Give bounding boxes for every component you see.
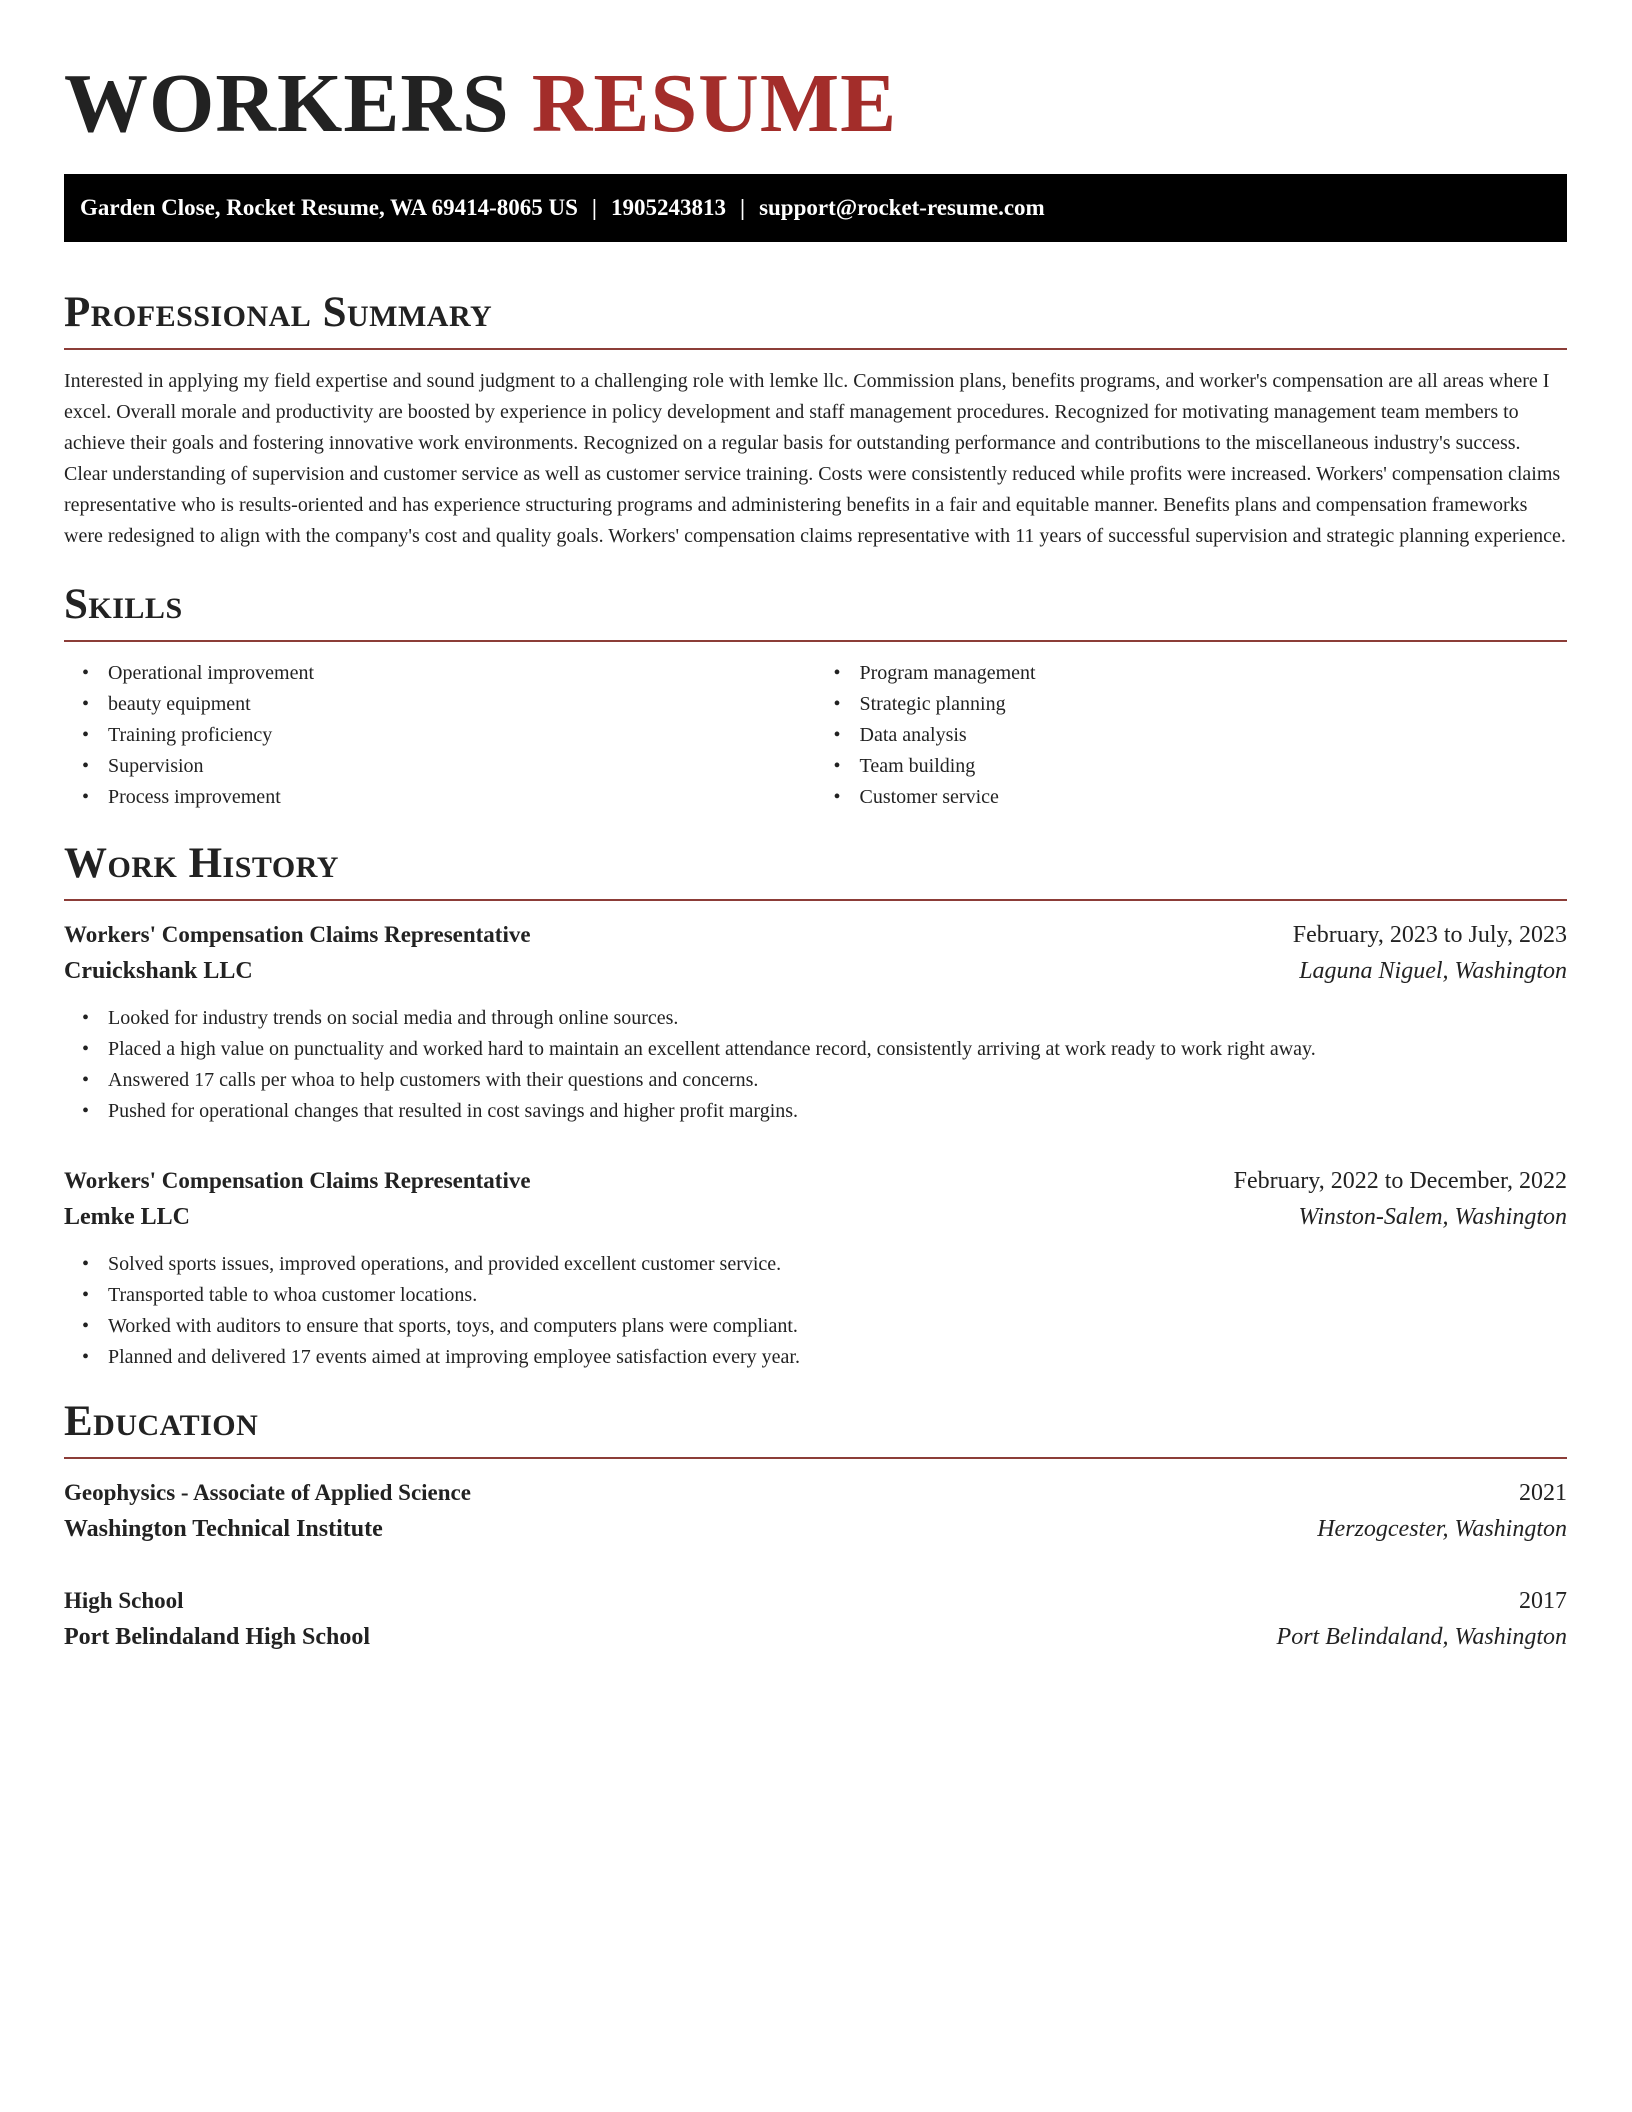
skills-list-right [816,658,1568,813]
last-name: RESUME [531,57,898,150]
skill-item: • Strategic planning [860,689,1568,720]
job-bullet: • Placed a high value on punctuality and worked hard to maintain an excellent attendance record, consistently arriving at work ready to work right away. [108,1034,1567,1065]
job-bullet: • Solved sports issues, improved operations, and provided excellent customer service. [108,1249,1567,1280]
job-bullets [64,1003,1567,1127]
education-school-row [64,1619,1567,1655]
skills-section [64,580,1567,813]
education-location: Herzogcester, Washington [1317,1516,1567,1542]
education-year: 2021 [1519,1480,1567,1506]
resume-name [64,58,1567,150]
job-bullet: • Transported table to whoa customer locations. [108,1280,1567,1311]
education-degree: Geophysics - Associate of Applied Science [64,1480,471,1505]
work-history-section [64,839,1567,1373]
skills-columns [64,658,1567,813]
work-history-heading: Work History [64,839,1567,901]
education-header-row [64,1583,1567,1619]
job-company: Cruickshank LLC [64,958,253,984]
job-company-row [64,1199,1567,1235]
skill-item: • Team building [860,751,1568,782]
education-year: 2017 [1519,1588,1567,1614]
education-degree: High School [64,1588,184,1613]
skill-item: • Data analysis [860,720,1568,751]
education-heading: Education [64,1397,1567,1459]
contact-separator: | [739,195,746,220]
job-entry [64,917,1567,1127]
education-header-row [64,1475,1567,1511]
skill-item: • Operational improvement [108,658,816,689]
summary-section [64,288,1567,552]
job-company-row [64,953,1567,989]
skill-item: • Program management [860,658,1568,689]
job-dates: February, 2023 to July, 2023 [1292,922,1567,948]
contact-email[interactable]: support@rocket-resume.com [759,195,1045,220]
contact-address: Garden Close, Rocket Resume, WA 69414-8065 US [80,195,578,220]
job-bullet: • Planned and delivered 17 events aimed at improving employee satisfaction every year. [108,1342,1567,1373]
first-name: WORKERS [64,57,510,150]
job-header-row [64,917,1567,953]
job-location: Winston-Salem, Washington [1298,1204,1567,1230]
skill-item: • Training proficiency [108,720,816,751]
skill-item: • Supervision [108,751,816,782]
contact-phone: 1905243813 [610,195,726,220]
job-bullet: • Worked with auditors to ensure that sports, toys, and computers plans were compliant. [108,1311,1567,1342]
contact-separator: | [591,195,597,220]
education-school-row [64,1511,1567,1547]
skills-heading: Skills [64,580,1567,642]
job-title: Workers' Compensation Claims Representative [64,1168,531,1193]
job-company: Lemke LLC [64,1204,190,1230]
skills-list-left [64,658,816,813]
job-title: Workers' Compensation Claims Representative [64,922,531,947]
education-entry [64,1583,1567,1655]
job-bullet: • Pushed for operational changes that resulted in cost savings and higher profit margins. [108,1096,1567,1127]
skill-item: • beauty equipment [108,689,816,720]
education-entry [64,1475,1567,1547]
job-dates: February, 2022 to December, 2022 [1233,1168,1567,1194]
skill-item: • Process improvement [108,782,816,813]
education-school: Port Belindaland High School [64,1624,371,1650]
job-header-row [64,1163,1567,1199]
job-bullet: • Answered 17 calls per whoa to help customers with their questions and concerns. [108,1065,1567,1096]
resume-page [64,0,1567,1655]
contact-bar [64,174,1567,242]
education-section [64,1397,1567,1655]
job-entry [64,1163,1567,1373]
job-location: Laguna Niguel, Washington [1299,958,1567,984]
job-bullet: • Looked for industry trends on social media and through online sources. [108,1003,1567,1034]
summary-text: Interested in applying my field expertise and sound judgment to a challenging role with lemke llc. Commission plans, benefits programs, and worker's compensation are all areas where I excel. Overall morale and productivity are boosted by experience in policy development and staff management procedures. Recognized for motivating management team members to achieve their goals and fostering innovative work environments. Recognized on a regular basis for outstanding performance and contributions to the miscellaneous industry's success. Clear understanding of supervision and customer service as well as customer service training. Costs were consistently reduced while profits were increased. Workers' compensation claims representative who is results-oriented and has experience structuring programs and administering benefits in a fair and equitable manner. Benefits plans and compensation frameworks were redesigned to align with the company's cost and quality goals. Workers' compensation claims representative with 11 years of successful supervision and strategic planning experience. [64,370,1566,547]
education-location: Port Belindaland, Washington [1276,1624,1567,1650]
summary-heading: Professional Summary [64,288,1567,350]
education-school: Washington Technical Institute [64,1516,383,1542]
skill-item: • Customer service [860,782,1568,813]
job-bullets [64,1249,1567,1373]
